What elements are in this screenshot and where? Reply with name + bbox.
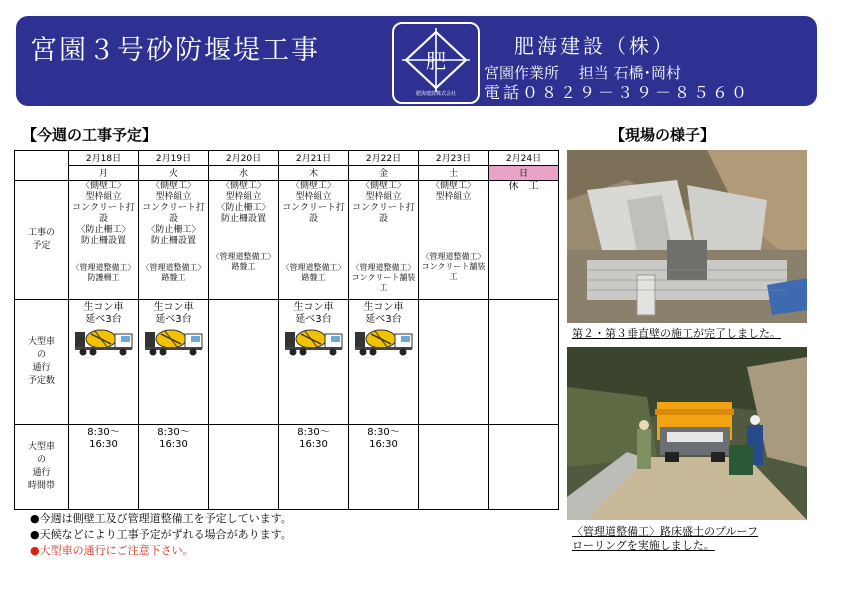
date-cell: 2月21日 (279, 151, 349, 166)
photo2-caption: 〈管理道整備工〉路床盛土のプルーフ ローリングを実施しました。 (572, 525, 759, 552)
truck-cell (349, 300, 419, 425)
time-text: 8:30～ 16:30 (87, 427, 120, 450)
time-text: 8:30～ 16:30 (367, 427, 400, 450)
schedule-table (14, 150, 559, 510)
work-main: 〈側壁工〉 型枠組立 コンクリート打設 〈防止柵工〉 防止柵設置 (142, 181, 205, 246)
weekday-cell: 木 (279, 166, 349, 181)
logo-subtext: 肥海建設株式会社 (415, 91, 456, 97)
work-sub: 〈管理道整備工〉 路盤工 (141, 263, 206, 282)
date-row (15, 151, 559, 166)
truck-cell (69, 300, 139, 425)
weekday-cell: 土 (419, 166, 489, 181)
work-sub: 〈管理道整備工〉 コンクリート舗装工 (351, 263, 416, 292)
truck-label: 生コン車 延べ3台 (293, 302, 334, 325)
truck-cell-empty (419, 300, 489, 425)
time-row (15, 425, 559, 510)
work-cell (139, 181, 209, 300)
mixer-truck-icon (69, 328, 138, 356)
mixer-truck-icon (139, 328, 208, 356)
photo1-caption: 第２・第３垂直壁の施工が完了しました。 (572, 327, 781, 340)
date-cell: 2月24日 (489, 151, 559, 166)
truck-cell-empty (489, 300, 559, 425)
work-cell (279, 181, 349, 300)
time-text: 8:30～ 16:30 (297, 427, 330, 450)
mixer-truck-icon (349, 328, 418, 356)
work-main: 〈側壁工〉 型枠組立 〈防止柵工〉 防止柵設置 (216, 181, 271, 224)
work-sub: 〈管理道整備工〉 コンクリート舗装工 (421, 252, 486, 281)
date-cell: 2月22日 (349, 151, 419, 166)
truck-label: 生コン車 延べ3台 (83, 302, 124, 325)
note-line: ●天候などにより工事予定がずれる場合があります。 (30, 528, 292, 541)
work-main: 〈側壁工〉 型枠組立 コンクリート打設 〈防止柵工〉 防止柵設置 (72, 181, 135, 246)
office-info: 宮園作業所 担当 石橋･岡村 (484, 64, 682, 82)
date-cell: 2月19日 (139, 151, 209, 166)
time-cell (139, 425, 209, 510)
time-cell-empty (489, 425, 559, 510)
work-main: 〈側壁工〉 型枠組立 コンクリート打設 (282, 181, 345, 224)
time-cell (349, 425, 419, 510)
work-sub: 〈管理道整備工〉 路盤工 (211, 252, 276, 271)
work-cell (69, 181, 139, 300)
work-cell (489, 181, 559, 300)
row-label-work: 工事の 予定 (15, 181, 69, 300)
truck-cell (279, 300, 349, 425)
header-banner (16, 16, 817, 106)
work-cell (209, 181, 279, 300)
weekday-cell: 金 (349, 166, 419, 181)
work-sub: 〈管理道整備工〉 路盤工 (281, 263, 346, 282)
weekday-cell: 火 (139, 166, 209, 181)
row-label-time: 大型車 の 通行 時間帯 (15, 425, 69, 510)
row-label-truck-count: 大型車 の 通行 予定数 (15, 300, 69, 425)
date-cell: 2月23日 (419, 151, 489, 166)
time-cell-empty (419, 425, 489, 510)
company-logo (392, 22, 480, 104)
site-heading: 【現場の様子】 (610, 126, 716, 144)
date-cell: 2月20日 (209, 151, 279, 166)
corner-cell (15, 151, 69, 181)
truck-count-row (15, 300, 559, 425)
site-photo-road (567, 347, 807, 520)
notes-list (30, 511, 292, 559)
weekday-cell: 水 (209, 166, 279, 181)
phone-number: 電話０８２９－３９－８５６０ (484, 83, 751, 102)
page-title: 宮園３号砂防堰堤工事 (30, 35, 320, 66)
work-row (15, 181, 559, 300)
work-main: 〈側壁工〉 型枠組立 (430, 181, 476, 202)
date-cell: 2月18日 (69, 151, 139, 166)
note-line: ●今週は側壁工及び管理道整備工を予定しています。 (30, 512, 292, 525)
work-cell (419, 181, 489, 300)
site-photo-dam (567, 150, 807, 323)
time-cell-empty (209, 425, 279, 510)
mixer-truck-icon (279, 328, 348, 356)
truck-label: 生コン車 延べ3台 (153, 302, 194, 325)
weekday-row (15, 166, 559, 181)
truck-cell-empty (209, 300, 279, 425)
company-name: 肥海建設（株） (514, 34, 675, 58)
time-text: 8:30～ 16:30 (157, 427, 190, 450)
time-cell (279, 425, 349, 510)
logo-char: 肥 (426, 49, 446, 73)
weekday-cell-sunday: 日 (489, 166, 559, 181)
work-main: 〈側壁工〉 型枠組立 コンクリート打設 (352, 181, 415, 224)
time-cell (69, 425, 139, 510)
truck-cell (139, 300, 209, 425)
work-main: 休 工 (508, 181, 539, 192)
note-line-warning: ●大型車の通行にご注意下さい。 (30, 544, 194, 557)
weekday-cell: 月 (69, 166, 139, 181)
work-sub: 〈管理道整備工〉 防護柵工 (71, 263, 136, 282)
schedule-heading: 【今週の工事予定】 (22, 126, 158, 144)
work-cell (349, 181, 419, 300)
truck-label: 生コン車 延べ3台 (363, 302, 404, 325)
